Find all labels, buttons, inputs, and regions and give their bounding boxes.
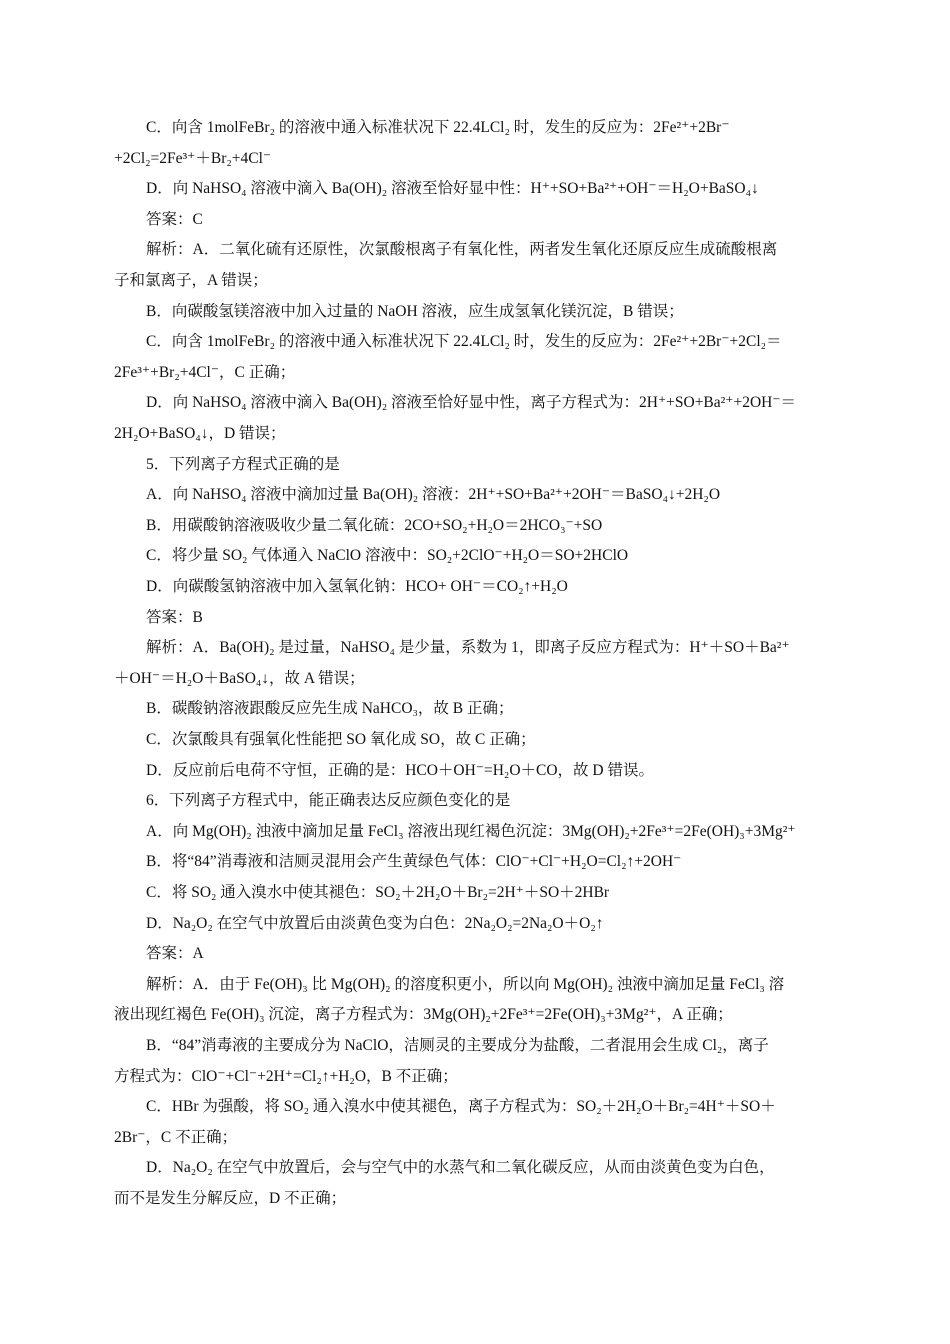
text-line: 方程式为：ClO⁻+Cl⁻+2H⁺=Cl₂↑+H₂O，B 不正确； <box>114 1067 458 1085</box>
text-line: 2Fe³⁺+Br₂+4Cl⁻，C 正确； <box>114 363 296 381</box>
text-line: C．HBr 为强酸，将 SO₂ 通入溴水中使其褪色，离子方程式为：SO₂＋2H₂O＋Br₂=4H⁺＋SO＋ <box>146 1098 776 1116</box>
text-line: C．次氯酸具有强氧化性能把 SO 氧化成 SO，故 C 正确； <box>146 731 536 748</box>
text-line: 解析：A．二氧化硫有还原性，次氯酸根离子有氧化性，两者发生氧化还原反应生成硫酸根离 <box>146 241 778 259</box>
text-line: 而不是发生分解反应，D 不正确； <box>114 1190 347 1207</box>
text-line: +2Cl₂=2Fe³⁺＋Br₂+4Cl⁻ <box>114 149 272 167</box>
text-line: 液出现红褐色 Fe(OH)₃ 沉淀，离子方程式为：3Mg(OH)₂+2Fe³⁺=2Fe(OH)₃+3Mg²⁺，A 正确； <box>114 1006 733 1024</box>
text-line: 2Br⁻，C 不正确； <box>114 1128 238 1146</box>
text-line: C．将少量 SO₂ 气体通入 NaClO 溶液中：SO₂+2ClO⁻+H₂O＝SO+2HClO <box>146 547 629 565</box>
text-line: D．向 NaHSO₄ 溶液中滴入 Ba(OH)₂ 溶液至恰好显中性：H⁺+SO+Ba²⁺+OH⁻＝H₂O+BaSO₄↓ <box>146 180 759 198</box>
text-line: ＋OH⁻＝H₂O＋BaSO₄↓，故 A 错误； <box>114 669 365 687</box>
text-line: D．向碳酸氢钠溶液中加入氢氧化钠：HCO+ OH⁻＝CO₂↑+H₂O <box>146 578 568 595</box>
text-line: B．向碳酸氢镁溶液中加入过量的 NaOH 溶液，应生成氢氧化镁沉淀，B 错误； <box>146 302 684 320</box>
text-line: 6．下列离子方程式中，能正确表达反应颜色变化的是 <box>146 792 511 810</box>
text-line: C．向含 1molFeBr₂ 的溶液中通入标准状况下 22.4LCl₂ 时，发生的反应为：2Fe²⁺+2Br⁻+2Cl₂＝ <box>146 333 782 351</box>
text-line: 5．下列离子方程式正确的是 <box>146 455 340 473</box>
text-line: B．将“84”消毒液和洁厕灵混用会产生黄绿色气体：ClO⁻+Cl⁻+H₂O=Cl₂↑+2OH⁻ <box>146 853 682 871</box>
text-line: 2H₂O+BaSO₄↓，D 错误； <box>114 425 286 442</box>
text-line: 子和氯离子，A 错误； <box>114 272 268 289</box>
text-line: A．向 Mg(OH)₂ 浊液中滴加足量 FeCl₃ 溶液出现红褐色沉淀：3Mg(OH)₂+2Fe³⁺=2Fe(OH)₃+3Mg²⁺ <box>146 822 796 840</box>
text-line: 答案：C <box>146 210 203 228</box>
text-line: A．向 NaHSO₄ 溶液中滴加过量 Ba(OH)₂ 溶液：2H⁺+SO+Ba²⁺+2OH⁻＝BaSO₄↓+2H₂O <box>146 486 721 504</box>
text-line: D．反应前后电荷不守恒，正确的是：HCO＋OH⁻=H₂O＋CO，故 D 错误。 <box>146 761 654 779</box>
text-line: 解析：A．由于 Fe(OH)₃ 比 Mg(OH)₂ 的溶度积更小，所以向 Mg(OH)₂ 浊液中滴加足量 FeCl₃ 溶 <box>146 975 785 993</box>
text-line: B．碳酸钠溶液跟酸反应先生成 NaHCO₃，故 B 正确； <box>146 700 514 718</box>
text-line: D．向 NaHSO₄ 溶液中滴入 Ba(OH)₂ 溶液至恰好显中性，离子方程式为：2H⁺+SO+Ba²⁺+2OH⁻＝ <box>146 394 797 412</box>
text-line: C．将 SO₂ 通入溴水中使其褪色：SO₂＋2H₂O＋Br₂=2H⁺＋SO＋2HBr <box>146 884 610 901</box>
text-line: D．Na₂O₂ 在空气中放置后，会与空气中的水蒸气和二氧化碳反应，从而由淡黄色变为白色， <box>146 1159 775 1177</box>
text-line: C．向含 1molFeBr₂ 的溶液中通入标准状况下 22.4LCl₂ 时，发生的反应为：2Fe²⁺+2Br⁻ <box>146 119 730 136</box>
text-line: B．用碳酸钠溶液吸收少量二氧化硫：2CO+SO₂+H₂O＝2HCO₃⁻+SO <box>146 516 603 534</box>
text-line: 答案：A <box>146 945 204 963</box>
text-line: 解析：A．Ba(OH)₂ 是过量，NaHSO₄ 是少量，系数为 1，即离子反应方程式为：H⁺＋SO＋Ba²⁺ <box>146 639 790 657</box>
text-line: 答案：B <box>146 608 203 626</box>
text-line: B．“84”消毒液的主要成分为 NaClO，洁厕灵的主要成分为盐酸，二者混用会生成 Cl₂，离子 <box>146 1037 769 1054</box>
text-line: D．Na₂O₂ 在空气中放置后由淡黄色变为白色：2Na₂O₂=2Na₂O＋O₂↑ <box>146 914 604 932</box>
